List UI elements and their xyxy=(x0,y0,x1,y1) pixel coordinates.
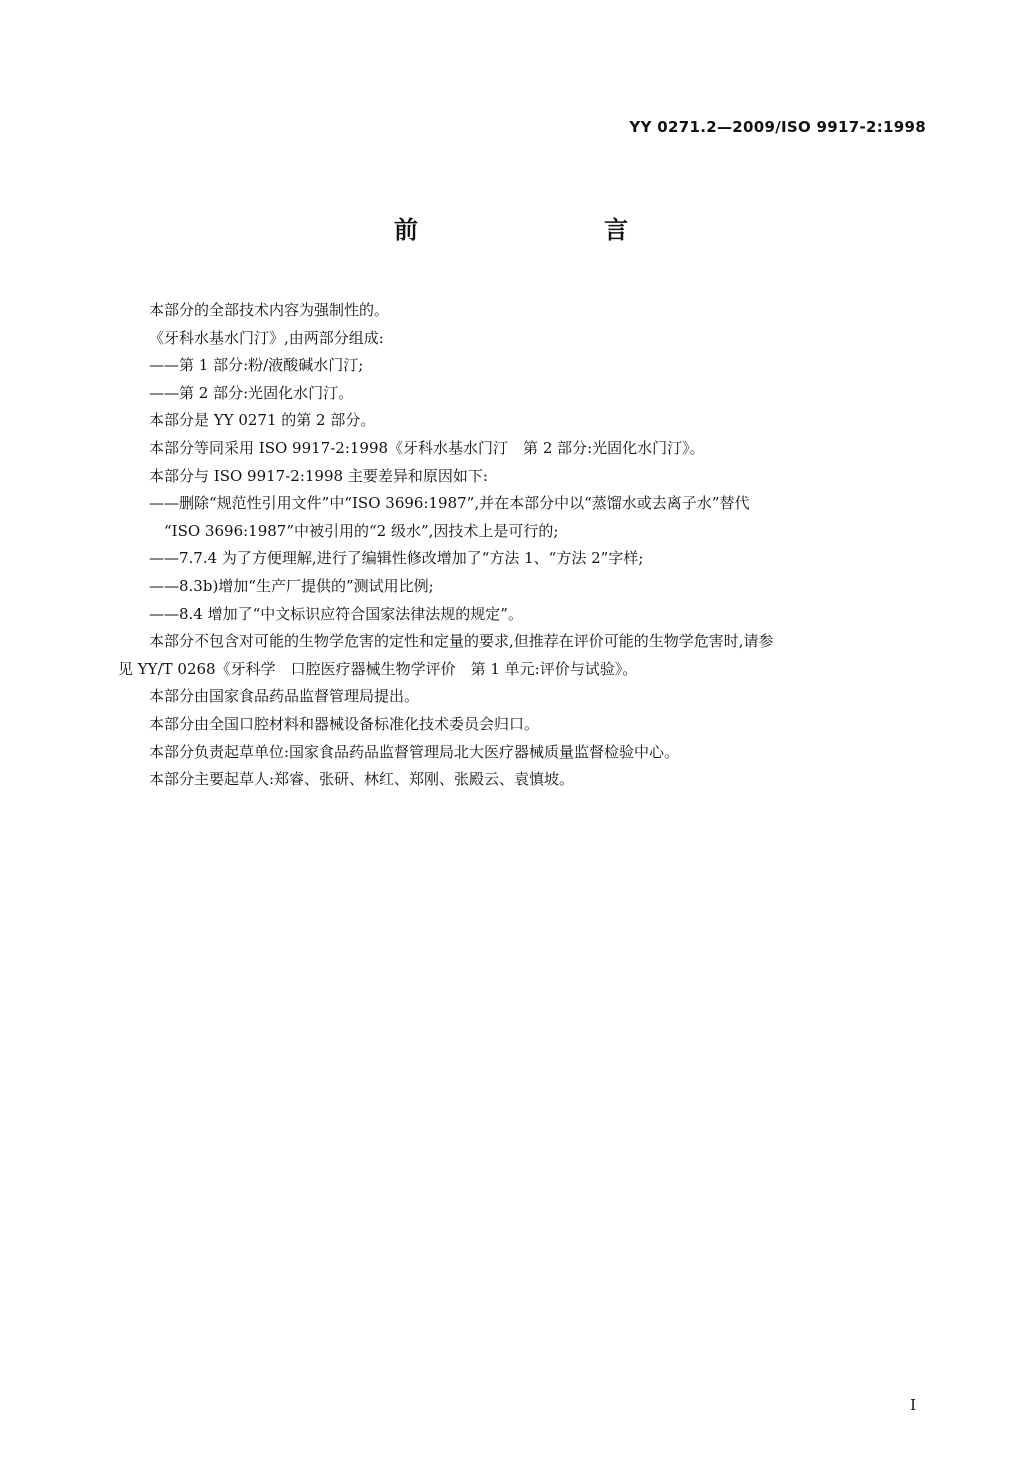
paragraph-under-jurisdiction: 本部分由全国口腔材料和器械设备标准化技术委员会归口。 xyxy=(149,714,540,733)
list-item-8-3b: ——8.3b)增加“生产厂提供的”测试用比例; xyxy=(149,576,434,595)
paragraph-proposed-by: 本部分由国家食品药品监督管理局提出。 xyxy=(149,687,420,706)
list-item-part1: ——第 1 部分:粉/液酸碱水门汀; xyxy=(149,356,364,375)
paragraph-biological-hazard-continued: 见 YY/T 0268《牙科学 口腔医疗器械生物学评价 第 1 单元:评价与试验》。 xyxy=(118,659,638,678)
paragraph-biological-hazard: 本部分不包含对可能的生物学危害的定性和定量的要求,但推荐在评价可能的生物学危害时,请参 xyxy=(149,632,774,651)
page-title: 前 言 xyxy=(394,216,674,244)
paragraph-part-of: 本部分是 YY 0271 的第 2 部分。 xyxy=(149,411,376,430)
standard-code: YY 0271.2—2009/ISO 9917-2:1998 xyxy=(629,118,926,136)
paragraph-drafters: 本部分主要起草人:郑睿、张研、林红、郑刚、张殿云、袁慎坡。 xyxy=(149,770,575,789)
list-item-delete-reference: ——删除“规范性引用文件”中“ISO 3696:1987”,并在本部分中以“蒸馏水或去离子水”替代 xyxy=(149,494,750,513)
list-item-7-7-4: ——7.7.4 为了方便理解,进行了编辑性修改增加了“方法 1、“方法 2”字样; xyxy=(149,549,644,568)
paragraph-differences-intro: 本部分与 ISO 9917-2:1998 主要差异和原因如下: xyxy=(149,466,488,485)
paragraph-parts-intro: 《牙科水基水门汀》,由两部分组成: xyxy=(149,328,384,347)
paragraph-mandatory: 本部分的全部技术内容为强制性的。 xyxy=(149,301,390,319)
page-number: I xyxy=(910,1396,916,1414)
list-item-8-4: ——8.4 增加了“中文标识应符合国家法律法规的规定”。 xyxy=(149,604,523,623)
list-item-delete-reference-continued: “ISO 3696:1987”中被引用的“2 级水”,因技术上是可行的; xyxy=(164,521,559,540)
paragraph-drafting-unit: 本部分负责起草单位:国家食品药品监督管理局北大医疗器械质量监督检验中心。 xyxy=(149,742,680,761)
foreword-body xyxy=(118,297,928,794)
list-item-part2: ——第 2 部分:光固化水门汀。 xyxy=(149,383,354,402)
paragraph-equivalent: 本部分等同采用 ISO 9917-2:1998《牙科水基水门汀 第 2 部分:光固化水门汀》。 xyxy=(149,438,705,457)
